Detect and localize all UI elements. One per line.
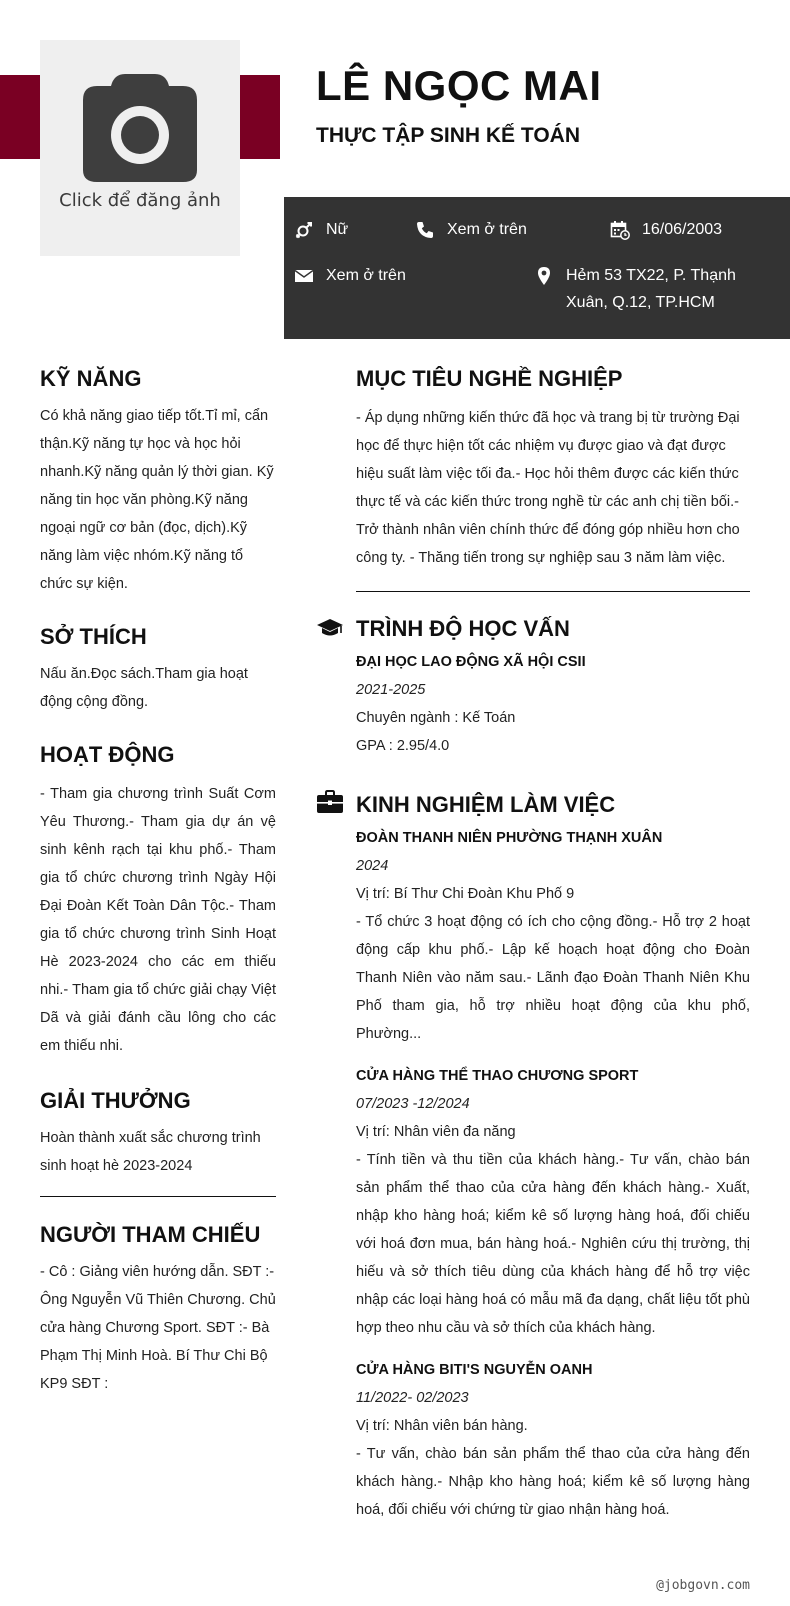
education-gpa: GPA : 2.95/4.0 <box>356 738 450 754</box>
job-entry <box>356 1062 750 1342</box>
email-value: Xem ở trên <box>326 267 406 284</box>
job-period: 07/2023 -12/2024 <box>356 1096 470 1112</box>
contact-dob <box>610 219 722 243</box>
education-school: ĐẠI HỌC LAO ĐỘNG XÃ HỘI CSII <box>356 654 586 670</box>
activities-section <box>40 742 276 1060</box>
job-org: CỬA HÀNG BITI'S NGUYỄN OANH <box>356 1362 593 1378</box>
education-period: 2021-2025 <box>356 682 426 698</box>
job-position: Vị trí: Nhân viên đa năng <box>356 1124 516 1140</box>
job-description: - Tính tiền và thu tiền của khách hàng.- Tư vấn, chào bán sản phẩm thể thao của cửa hàng đến khách hàng.- Xuất, nhập kho hàng hoá; kiểm kê số lượng hàng hoá, đối chiếu với hoá đơn mua, bán hàng hoá.- Nghiên cứu thị trường, thị hiếu và sở thích tiêu dùng của khách hàng để hỗ trợ việc nhập các loại hàng hoá có mẫu mã đa dạng, chất liệu tốt phù hợp theo nhu cầu và sở thích của khách hàng. <box>356 1152 750 1336</box>
graduation-cap-icon <box>316 617 344 639</box>
briefcase-icon <box>316 790 344 814</box>
accent-bar-right <box>238 75 280 159</box>
gender-value: Nữ <box>326 221 349 238</box>
divider-right <box>356 591 750 592</box>
experience-section <box>356 792 750 1524</box>
job-org: CỬA HÀNG THỂ THAO CHƯƠNG SPORT <box>356 1068 639 1084</box>
accent-bar-left <box>0 75 40 159</box>
contact-phone <box>415 219 527 243</box>
job-title: THỰC TẬP SINH KẾ TOÁN <box>316 124 580 147</box>
contact-gender <box>294 219 348 243</box>
job-org: ĐOÀN THANH NIÊN PHƯỜNG THẠNH XUÂN <box>356 830 663 846</box>
job-position: Vị trí: Bí Thư Chi Đoàn Khu Phố 9 <box>356 886 575 902</box>
divider-left <box>40 1196 276 1197</box>
skills-section <box>40 366 276 598</box>
objective-section <box>356 366 750 572</box>
awards-section <box>40 1088 276 1180</box>
activities-text: - Tham gia chương trình Suất Cơm Yêu Thương.- Tham gia dự án vệ sinh kênh rạch tại khu phố.- Tham gia tổ chức chương trình Ngày Hội Đại Đoàn Kết Toàn Dân Tộc.- Tham gia tổ chức chương trình Sinh Hoạt Hè 2023-2024 cho các em thiếu nhi.- Tham gia tổ chức giải chạy Việt Dã và giải đánh cầu lông cho các em thiếu nhi. <box>40 786 276 1054</box>
job-period: 2024 <box>356 858 389 874</box>
hobbies-text: Nấu ăn.Đọc sách.Tham gia hoạt động cộng đồng. <box>40 666 248 710</box>
activities-title: HOẠT ĐỘNG <box>40 742 175 767</box>
education-title: TRÌNH ĐỘ HỌC VẤN <box>356 616 570 641</box>
awards-title: GIẢI THƯỞNG <box>40 1088 191 1113</box>
phone-value: Xem ở trên <box>447 221 527 238</box>
job-description: - Tư vấn, chào bán sản phẩm thể thao của cửa hàng đến khách hàng.- Nhập kho hàng hoá; kiểm kê số lượng hàng hoá, đối chiếu với chứng từ giao nhận hàng hoá. <box>356 1446 750 1518</box>
job-period: 11/2022- 02/2023 <box>356 1390 469 1406</box>
envelope-icon <box>294 266 314 286</box>
dob-value: 16/06/2003 <box>642 221 723 238</box>
experience-title: KINH NGHIỆM LÀM VIỆC <box>356 792 616 817</box>
job-entry <box>356 1356 750 1524</box>
job-description: - Tổ chức 3 hoạt động có ích cho cộng đồng.- Hỗ trợ 2 hoạt động cấp khu phố.- Lập kế hoạch hoạt động cho Đoàn Thanh Niên vào năm sau.- Lãnh đạo Đoàn Thanh Niên Khu Phố tham gia, hỗ trợ nhiều hoạt động của khu phố, Phường... <box>356 914 750 1042</box>
address-value: Hẻm 53 TX22, P. Thạnh Xuân, Q.12, TP.HCM <box>566 267 736 311</box>
candidate-name: LÊ NGỌC MAI <box>316 62 602 109</box>
photo-upload[interactable] <box>40 40 240 256</box>
objective-text: - Áp dụng những kiến thức đã học và trang bị từ trường Đại học để thực hiện tốt các nhiệm vụ được giao và đạt được hiệu suất làm việc tối đa.- Học hỏi thêm được các kiến thức thực tế và các kiến thức trong nghề từ các anh chị tiền bối.- Trở thành nhân viên chính thức để đóng góp nhiều hơn cho công ty. - Thăng tiến trong sự nghiệp sau 3 năm làm việc. <box>356 410 740 566</box>
hobbies-section <box>40 624 276 716</box>
photo-upload-label: Click để đăng ảnh <box>59 190 221 211</box>
calendar-icon <box>610 220 630 240</box>
skills-title: KỸ NĂNG <box>40 366 142 391</box>
gender-icon <box>294 220 314 240</box>
objective-title: MỤC TIÊU NGHỀ NGHIỆP <box>356 366 623 391</box>
camera-icon <box>81 72 199 184</box>
location-pin-icon <box>534 266 554 286</box>
awards-text: Hoàn thành xuất sắc chương trình sinh hoạt hè 2023-2024 <box>40 1130 261 1174</box>
job-entry <box>356 824 750 1048</box>
references-title: NGƯỜI THAM CHIẾU <box>40 1222 261 1247</box>
contact-panel <box>284 197 790 339</box>
references-text: - Cô : Giảng viên hướng dẫn. SĐT :- Ông Nguyễn Vũ Thiên Chương. Chủ cửa hàng Chương Sport. SĐT :- Bà Phạm Thị Minh Hoà. Bí Thư Chi Bộ KP9 SĐT : <box>40 1264 276 1392</box>
contact-address <box>534 265 774 316</box>
hobbies-title: SỞ THÍCH <box>40 624 147 649</box>
watermark: @jobgovn.com <box>656 1578 750 1593</box>
education-section <box>356 616 750 760</box>
contact-email <box>294 265 406 289</box>
references-section <box>40 1222 276 1398</box>
phone-icon <box>415 220 435 240</box>
skills-text: Có khả năng giao tiếp tốt.Tỉ mỉ, cẩn thận.Kỹ năng tự học và học hỏi nhanh.Kỹ năng quản lý thời gian. Kỹ năng tin học văn phòng.Kỹ năng ngoại ngữ cơ bản (đọc, dịch).Kỹ năng làm việc nhóm.Kỹ năng tổ chức sự kiện. <box>40 408 274 592</box>
education-major: Chuyên ngành : Kế Toán <box>356 710 516 726</box>
job-position: Vị trí: Nhân viên bán hàng. <box>356 1418 528 1434</box>
